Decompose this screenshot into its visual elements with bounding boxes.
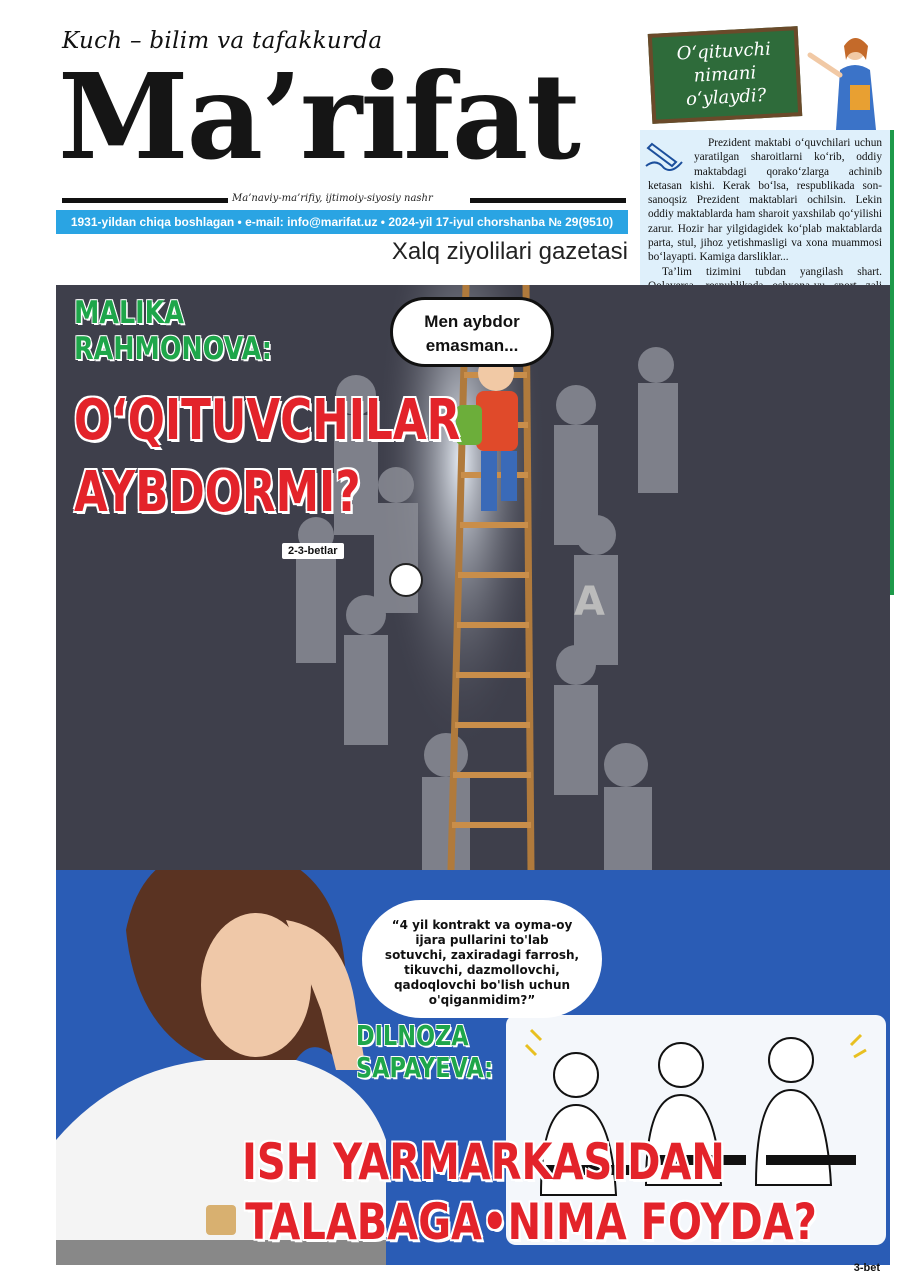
ladder-illustration: [56, 285, 890, 870]
name-line: RAHMONOVA:: [74, 331, 272, 367]
masthead-rule-right: [470, 198, 626, 203]
name-line: SAPAYEVA:: [356, 1051, 494, 1084]
name-line: DILNOZA: [356, 1019, 469, 1052]
letter-paragraph: Ta’lim tizimini tubdan yangilash shart.: [662, 265, 882, 278]
quote-bubble: [362, 900, 602, 1018]
headline-line: AYBDORMI?: [74, 460, 361, 525]
headline-line: ISH YARMARKASIDAN: [242, 1133, 725, 1191]
masthead-subtitle: Ma’naviy-ma’rifiy, ijtimoiy-siyosiy nashr: [232, 193, 433, 204]
headline-line: O‘QITUVCHILAR: [74, 388, 461, 453]
feature2-name: [356, 1020, 493, 1084]
board-line: nimani: [693, 62, 757, 87]
name-line: MALIKA: [74, 295, 185, 331]
letter-paragraph: Prezident maktabi o‘quvchilari uchun yaratilgan sharoitlarni ko‘rib, oddiy maktabdagi qorako‘zlarga achinib ketasan kishi. Kerak bo‘lsa, respublikada son-sanoqsiz Prezident maktablari ochilsin. Lekin oddiy maktablarda ham sharoit yaxshilab qo‘yilishi zarur. Hozir har yilgidagidek ko‘plab maktablarda parta, stul, jihoz yetishmasligi va xona muammosi bo‘layapti. Kamiga darsliklar...: [648, 137, 882, 264]
pen-writing-icon: [642, 138, 688, 174]
job-fair-section: [56, 870, 890, 1265]
soccer-ball: [390, 564, 422, 596]
teacher-illustration-icon: [800, 30, 890, 130]
bubble-line: emasman...: [425, 336, 519, 355]
headline-line: TALABAGA•NIMA FOYDA?: [245, 1193, 817, 1251]
slogan: Kuch – bilim va tafakkurda: [62, 28, 383, 54]
newspaper-logo: Ma’rifat: [58, 47, 579, 186]
feature2-headline: [242, 1132, 817, 1252]
feature1-name: [74, 295, 272, 367]
masthead-rule-left: [62, 198, 228, 203]
speech-bubble: [390, 297, 560, 375]
page-reference: 3-bet: [853, 1262, 880, 1274]
svg-text:A: A: [574, 579, 605, 625]
bubble-line: Men aybdor: [424, 312, 520, 331]
feature1-headline: [74, 385, 460, 529]
page-reference: 2-3-betlar: [282, 543, 344, 559]
info-bar: 1931-yildan chiqa boshlagan • e-mail: info@marifat.uz • 2024-yil 17-iyul chorshanba № 29(9510): [56, 210, 628, 234]
quote-text: “4 yil kontrakt va oyma-oy ijara pullarini to'lab sotuvchi, zaxiradagi farrosh, tikuvchi, dazmollovchi, qadoqlovchi bo'lish uchun o'qiganmidim?”: [384, 918, 580, 1007]
tagline: Xalq ziyolilari gazetasi: [391, 238, 628, 265]
board-line: o‘ylaydi?: [685, 84, 767, 111]
board-line: O‘qituvchi: [676, 38, 772, 65]
chalkboard: [648, 26, 803, 124]
